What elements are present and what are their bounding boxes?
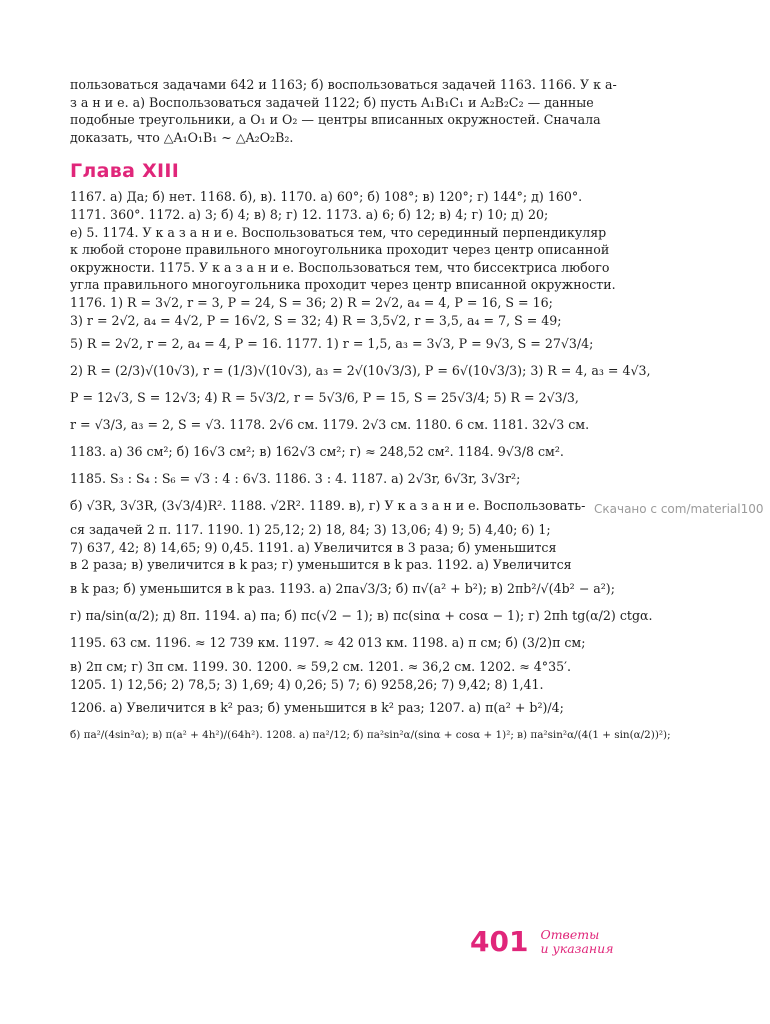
chapter-title: Глава XIII	[70, 160, 180, 183]
answer-line: 2) R = (2/3)√(10√3), r = (1/3)√(10√3), a₃ = 2√(10√3/3), P = 6√(10√3/3); 3) R = 4, a₃ = 4√3,	[70, 363, 651, 379]
text-line: подобные треугольники, а O₁ и O₂ — центры вписанных окружностей. Сначала	[70, 112, 601, 128]
answer-line: 1171. 360°. 1172. а) 3; б) 4; в) 8; г) 12. 1173. а) 6; б) 12; в) 4; г) 10; д) 20;	[70, 206, 549, 222]
answer-line: 1185. S₃ : S₄ : S₆ = √3 : 4 : 6√3. 1186. 3 : 4. 1187. а) 2√3r, 6√3r, 3√3r²;	[70, 471, 521, 487]
answer-line: к любой стороне правильного многоугольника проходит через центр описанной	[70, 242, 610, 258]
page-number: 401	[470, 925, 529, 958]
answer-line: б) √3R, 3√3R, (3√3/4)R². 1188. √2R². 1189. в), г) У к а з а н и е. Воспользовать-	[70, 498, 586, 514]
answer-line: в) 2π см; г) 3π см. 1199. 30. 1200. ≈ 59,2 см. 1201. ≈ 36,2 см. 1202. ≈ 4°35′.	[70, 658, 571, 674]
answer-line: угла правильного многоугольника проходит через центр вписанной окружности.	[70, 277, 616, 293]
answer-line: окружности. 1175. У к а з а н и е. Воспользоваться тем, что биссектриса любого	[70, 259, 610, 275]
answer-line: 1183. а) 36 см²; б) 16√3 см²; в) 162√3 см²; г) ≈ 248,52 см². 1184. 9√3/8 см².	[70, 444, 564, 460]
answer-line: 1167. а) Да; б) нет. 1168. б), в). 1170. а) 60°; б) 108°; в) 120°; г) 144°; д) 160°.	[70, 189, 583, 205]
answer-line: 1206. а) Увеличится в k² раз; б) уменьшится в k² раз; 1207. а) π(a² + b²)/4;	[70, 700, 564, 716]
text-line: пользоваться задачами 642 и 1163; б) воспользоваться задачей 1163. 1166. У к а-	[70, 77, 617, 92]
section-label-line: Ответы	[540, 926, 600, 942]
answer-line: 7) 637, 42; 8) 14,65; 9) 0,45. 1191. а) Увеличится в 3 раза; б) уменьшится	[70, 539, 557, 555]
watermark-text: Скачано с com/material100	[594, 502, 764, 516]
intro-paragraph	[70, 76, 674, 146]
answer-line: P = 12√3, S = 12√3; 4) R = 5√3/2, r = 5√3/6, P = 15, S = 25√3/4; 5) R = 2√3/3,	[70, 390, 579, 406]
answer-line: в k раз; б) уменьшится в k раз. 1193. а) 2πa√3/3; б) π√(a² + b²); в) 2πb²/√(4b² − a²);	[70, 580, 615, 596]
answer-line: 1205. 1) 12,56; 2) 78,5; 3) 1,69; 4) 0,26; 5) 7; 6) 9258,26; 7) 9,42; 8) 1,41.	[70, 676, 544, 692]
answer-line: г) πa/sin(α/2); д) 8π. 1194. а) πa; б) πc(√2 − 1); в) πc(sinα + cosα − 1); г) 2πh tg(α/2) ctgα.	[70, 607, 653, 623]
answer-line: е) 5. 1174. У к а з а н и е. Воспользоваться тем, что серединный перпендикуляр	[70, 224, 607, 240]
answer-line: б) πa²/(4sin²α); в) π(a² + 4h²)/(64h²). 1208. а) πa²/12; б) πa²sin²α/(sinα + cosα + 1)²; в) πa²sin²α/(4(1 + sin(α/2))²);	[70, 729, 671, 742]
section-label	[540, 928, 613, 956]
text-line: доказать, что △A₁O₁B₁ ~ △A₂O₂B₂.	[70, 129, 294, 145]
text-line: з а н и е. а) Воспользоваться задачей 1122; б) пусть A₁B₁C₁ и A₂B₂C₂ — данные	[70, 94, 594, 110]
answer-line: 1195. 63 см. 1196. ≈ 12 739 км. 1197. ≈ 42 013 км. 1198. а) π см; б) (3/2)π см;	[70, 634, 586, 650]
page-body	[70, 76, 674, 750]
answer-line: в 2 раза; в) увеличится в k раз; г) уменьшится в k раз. 1192. а) Увеличится	[70, 557, 572, 573]
page-footer	[470, 925, 613, 958]
answer-line: 5) R = 2√2, r = 2, a₄ = 4, P = 16. 1177. 1) r = 1,5, a₃ = 3√3, P = 9√3, S = 27√3/4;	[70, 336, 594, 352]
answers-block	[70, 188, 674, 747]
answer-line: 1176. 1) R = 3√2, r = 3, P = 24, S = 36; 2) R = 2√2, a₄ = 4, P = 16, S = 16;	[70, 294, 553, 310]
answer-line: ся задачей 2 п. 117. 1190. 1) 25,12; 2) 18, 84; 3) 13,06; 4) 9; 5) 4,40; 6) 1;	[70, 522, 551, 538]
section-label-line: и указания	[540, 940, 614, 956]
answer-line: r = √3/3, a₃ = 2, S = √3. 1178. 2√6 см. 1179. 2√3 см. 1180. 6 см. 1181. 32√3 см.	[70, 417, 590, 433]
answer-line: 3) r = 2√2, a₄ = 4√2, P = 16√2, S = 32; 4) R = 3,5√2, r = 3,5, a₄ = 7, S = 49;	[70, 312, 562, 328]
